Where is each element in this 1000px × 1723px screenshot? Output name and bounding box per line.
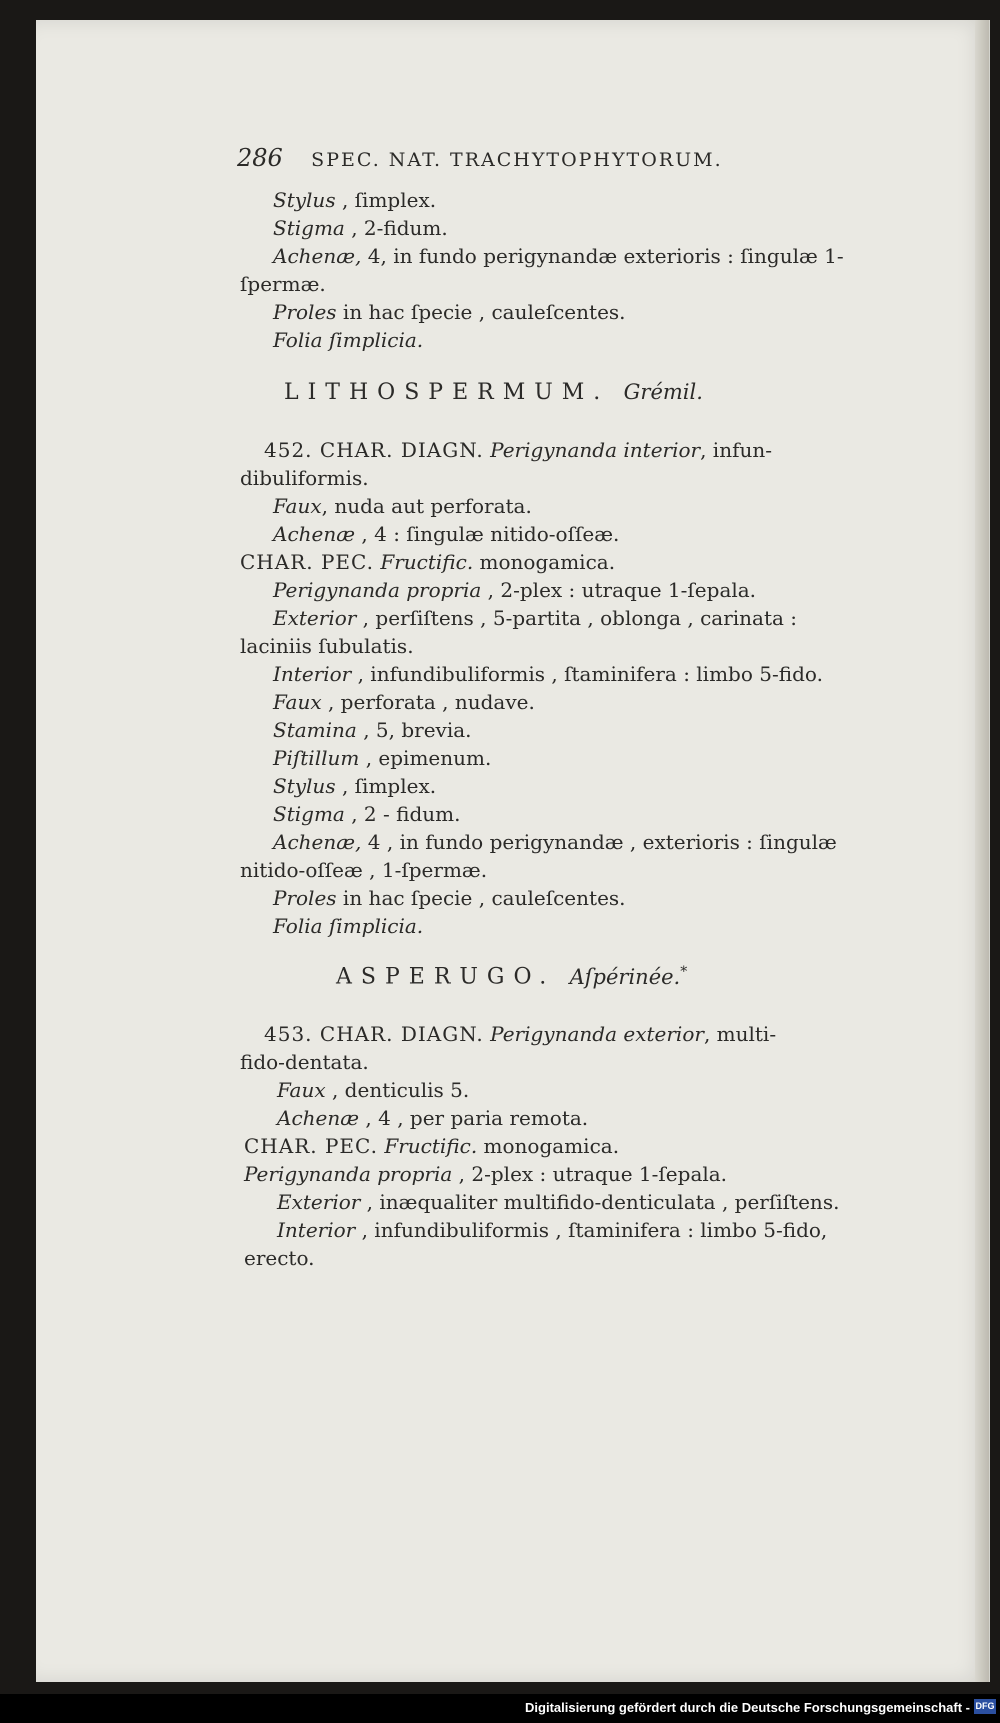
line: Stigma , 2-fidum. — [273, 216, 448, 240]
line: Faux , perforata , nudave. — [273, 690, 535, 714]
line: CHAR. PEC. Fructific. monogamica. — [244, 1134, 620, 1158]
line: Folia ſimplicia. — [273, 328, 424, 352]
line: ſpermæ. — [240, 272, 326, 296]
running-header — [237, 144, 723, 172]
line: Perigynanda propria , 2-plex : utraque 1-ſepala. — [244, 1162, 728, 1186]
line: Stylus , ſimplex. — [273, 188, 437, 212]
line: Perigynanda propria , 2-plex : utraque 1-ſepala. — [273, 578, 757, 602]
genus-vernacular: Grémil. — [623, 380, 703, 404]
line: Achenæ , 4 , per paria remota. — [277, 1106, 589, 1130]
line: Stamina , 5, brevia. — [273, 718, 472, 742]
running-title: SPEC. NAT. TRACHYTOPHYTORUM. — [311, 149, 723, 171]
page-number: 286 — [237, 144, 283, 172]
genus-vernacular: Aſpérinée. — [569, 964, 681, 989]
line: nitido-oſſeæ , 1-ſpermæ. — [240, 858, 488, 882]
line: Exterior , inæqualiter multifido-denticulata , perſiſtens. — [277, 1190, 840, 1214]
line: Faux, nuda aut perforata. — [273, 494, 532, 518]
line: laciniis ſubulatis. — [240, 634, 414, 658]
line: Interior , infundibuliformis , ſtaminifera : limbo 5-fido. — [273, 662, 823, 686]
line: Achenæ , 4 : ſingulæ nitido-oſſeæ. — [273, 522, 620, 546]
line: Interior , infundibuliformis , ſtaminifera : limbo 5-fido, — [277, 1218, 828, 1242]
line: Faux , denticulis 5. — [277, 1078, 470, 1102]
line: Folia ſimplicia. — [273, 914, 424, 938]
line: Stylus , ſimplex. — [273, 774, 437, 798]
line: dibuliformis. — [240, 466, 369, 490]
line: Proles in hac ſpecie , cauleſcentes. — [273, 886, 626, 910]
genus-heading — [284, 380, 703, 405]
genus-name: ASPERUGO. — [336, 964, 556, 990]
footer-bar — [0, 1694, 1000, 1723]
genus-heading — [336, 964, 687, 990]
line: Achenæ, 4 , in fundo perigynandæ , exterioris : ſingulæ — [273, 830, 837, 854]
line: erecto. — [244, 1246, 315, 1270]
line: Proles in hac ſpecie , cauleſcentes. — [273, 300, 626, 324]
line: CHAR. PEC. Fructific. monogamica. — [240, 550, 616, 574]
genus-name: LITHOSPERMUM. — [284, 380, 610, 405]
line: Stigma , 2 - fidum. — [273, 802, 461, 826]
genus-mark: * — [680, 964, 688, 980]
line: fido-dentata. — [240, 1050, 369, 1074]
funding-notice: Digitalisierung gefördert durch die Deutsche Forschungsgemeinschaft - — [525, 1700, 970, 1715]
line: Exterior , perſiſtens , 5-partita , oblonga , carinata : — [273, 606, 798, 630]
line: 452. CHAR. DIAGN. Perigynanda interior, infun- — [264, 438, 773, 462]
line: Achenæ, 4, in fundo perigynandæ exterioris : ſingulæ 1- — [273, 244, 844, 268]
line: Piſtillum , epimenum. — [273, 746, 492, 770]
dfg-logo: DFG — [974, 1699, 996, 1714]
page-text — [36, 20, 990, 1682]
line: 453. CHAR. DIAGN. Perigynanda exterior, multi- — [264, 1022, 777, 1046]
